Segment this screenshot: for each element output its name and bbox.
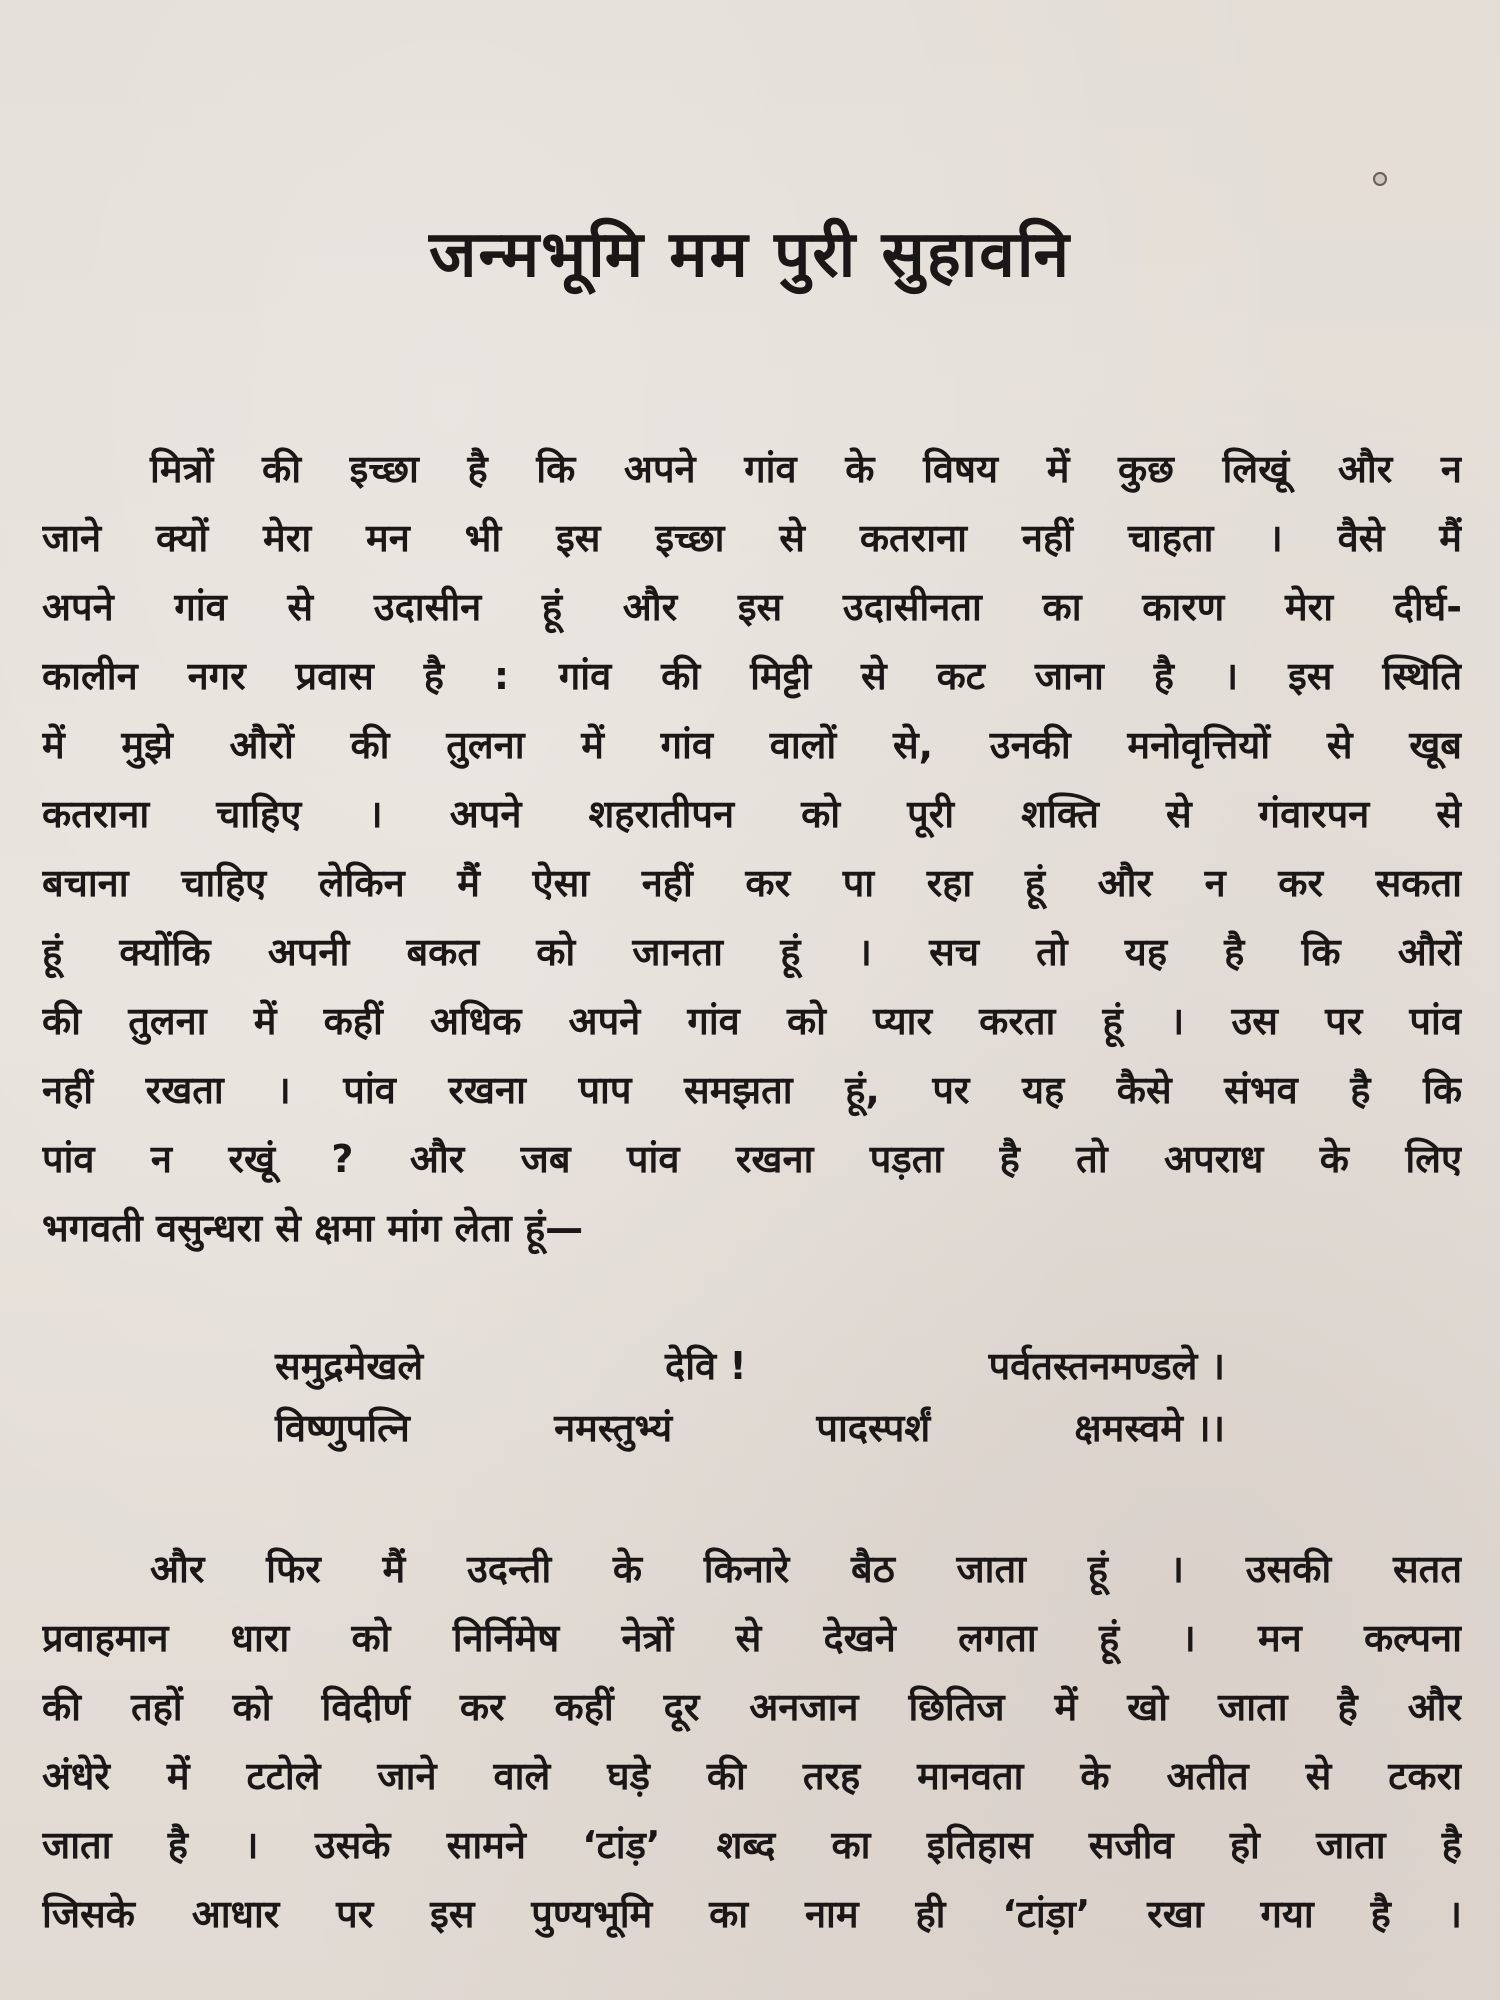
paragraph-2	[42, 1535, 1462, 1949]
verse-word: नमस्तुभ्यं	[554, 1406, 673, 1450]
paragraph-line: बचाना चाहिए लेकिन मैं ऐसा नहीं कर पा रहा हूं और न कर सकता	[42, 861, 1462, 905]
verse-word: पर्वतस्तनमण्डले ।	[988, 1344, 1225, 1388]
paragraph-line: की तुलना में कहीं अधिक अपने गांव को प्यार करता हूं । उस पर पांव	[42, 999, 1462, 1043]
paragraph-line: जिसके आधार पर इस पुण्यभूमि का नाम ही ‘टांड़ा’ रखा गया है ।	[42, 1892, 1462, 1936]
sanskrit-verse	[275, 1335, 1225, 1459]
paragraph-line: मित्रों की इच्छा है कि अपने गांव के विषय में कुछ लिखूं और न	[150, 447, 1462, 491]
paragraph-line: में मुझे औरों की तुलना में गांव वालों से, उनकी मनोवृत्तियों से खूब	[42, 723, 1462, 767]
paragraph-line: अंधेरे में टटोले जाने वाले घड़े की तरह मानवता के अतीत से टकरा	[42, 1754, 1462, 1798]
paragraph-line: नहीं रखता । पांव रखना पाप समझता हूं, पर यह कैसे संभव है कि	[42, 1068, 1462, 1112]
paragraph-line: कतराना चाहिए । अपने शहरातीपन को पूरी शक्ति से गंवारपन से	[42, 792, 1462, 836]
paper-speck	[1373, 172, 1387, 186]
paragraph-line: जाने क्यों मेरा मन भी इस इच्छा से कतराना नहीं चाहता । वैसे मैं	[42, 516, 1462, 560]
chapter-title: जन्मभूमि मम पुरी सुहावनि	[429, 218, 1071, 292]
verse-word: विष्णुपत्नि	[275, 1406, 410, 1450]
verse-word: क्षमस्वमे ।।	[1074, 1406, 1225, 1450]
paragraph-line: जाता है । उसके सामने ‘टांड़’ शब्द का इतिहास सजीव हो जाता है	[42, 1823, 1462, 1867]
paragraph-line: भगवती वसुन्धरा से क्षमा मांग लेता हूं—	[42, 1206, 584, 1250]
paragraph-line: और फिर मैं उदन्ती के किनारे बैठ जाता हूं । उसकी सतत	[150, 1547, 1462, 1591]
verse-word: पादस्पर्शं	[816, 1406, 931, 1450]
paragraph-1	[42, 435, 1462, 1263]
paragraph-line: हूं क्योंकि अपनी बकत को जानता हूं । सच तो यह है कि औरों	[42, 930, 1462, 974]
paragraph-line: कालीन नगर प्रवास है : गांव की मिट्टी से कट जाना है । इस स्थिति	[42, 654, 1462, 698]
paragraph-line: पांव न रखूं ? और जब पांव रखना पड़ता है तो अपराध के लिए	[42, 1137, 1462, 1181]
paragraph-line: की तहों को विदीर्ण कर कहीं दूर अनजान छितिज में खो जाता है और	[42, 1685, 1462, 1729]
paragraph-line: अपने गांव से उदासीन हूं और इस उदासीनता का कारण मेरा दीर्घ-	[42, 585, 1462, 629]
verse-word: समुद्रमेखले	[275, 1344, 424, 1388]
paragraph-line: प्रवाहमान धारा को निर्निमेष नेत्रों से देखने लगता हूं । मन कल्पना	[42, 1616, 1462, 1660]
verse-word: देवि !	[665, 1344, 747, 1388]
verse-line	[275, 1397, 1225, 1459]
verse-line	[275, 1335, 1225, 1397]
